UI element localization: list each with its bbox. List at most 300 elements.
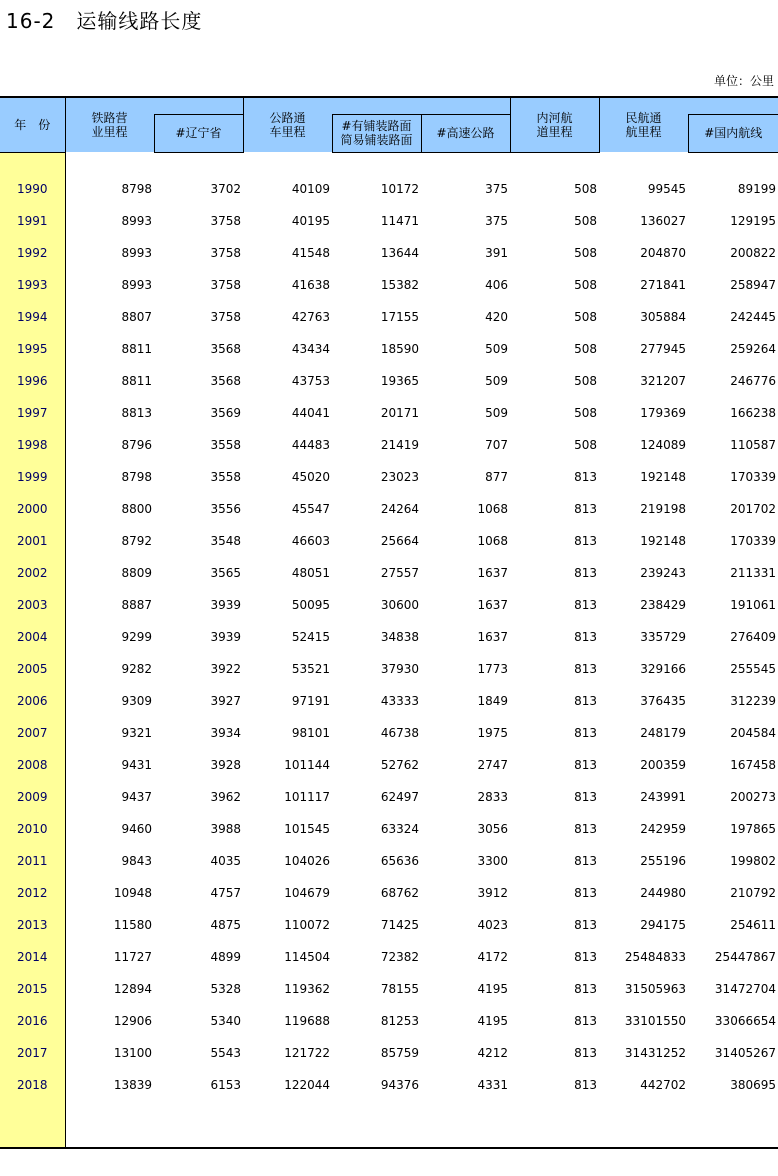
value-cell: 5543 [210, 1045, 241, 1060]
value-cell: 81253 [380, 1013, 419, 1028]
table-row [0, 1005, 778, 1037]
header-year: 年 份 [0, 97, 65, 152]
value-cell: 3758 [210, 213, 241, 228]
value-cell: 375 [485, 181, 508, 196]
table-row [0, 269, 778, 301]
value-cell: 50095 [291, 597, 330, 612]
value-cell: 24264 [380, 501, 419, 516]
header-air: 民航通 航里程 [599, 97, 688, 152]
value-cell: 277945 [640, 341, 686, 356]
value-cell: 3758 [210, 277, 241, 292]
value-cell: 375 [485, 213, 508, 228]
value-cell: 68762 [380, 885, 419, 900]
value-cell: 8887 [121, 597, 152, 612]
year-cell: 1997 [0, 397, 65, 429]
value-cell: 10948 [113, 885, 152, 900]
value-cell: 1849 [477, 693, 508, 708]
value-cell: 508 [574, 309, 597, 324]
value-cell: 243991 [640, 789, 686, 804]
value-cell: 1068 [477, 533, 508, 548]
value-cell: 3548 [210, 533, 241, 548]
value-cell: 509 [485, 405, 508, 420]
year-cell: 2016 [0, 1005, 65, 1037]
table-row [0, 621, 778, 653]
table-row [0, 525, 778, 557]
value-cell: 25447867 [714, 949, 776, 964]
value-cell: 3988 [210, 821, 241, 836]
table-spacer-top [0, 152, 778, 173]
header-road-paved: #有铺装路面 简易铺装路面 [332, 114, 421, 152]
value-cell: 276409 [730, 629, 776, 644]
table-row [0, 1037, 778, 1069]
value-cell: 4875 [210, 917, 241, 932]
year-cell: 2011 [0, 845, 65, 877]
year-cell: 2017 [0, 1037, 65, 1069]
value-cell: 508 [574, 437, 597, 452]
table-row [0, 685, 778, 717]
value-cell: 200273 [730, 789, 776, 804]
value-cell: 71425 [380, 917, 419, 932]
value-cell: 31472704 [714, 981, 776, 996]
value-cell: 242959 [640, 821, 686, 836]
value-cell: 200822 [730, 245, 776, 260]
value-cell: 442702 [640, 1077, 686, 1092]
value-cell: 9437 [121, 789, 152, 804]
value-cell: 321207 [640, 373, 686, 388]
value-cell: 3927 [210, 693, 241, 708]
value-cell: 8798 [121, 469, 152, 484]
value-cell: 8796 [121, 437, 152, 452]
value-cell: 242445 [730, 309, 776, 324]
year-cell: 1990 [0, 173, 65, 205]
value-cell: 191061 [730, 597, 776, 612]
value-cell: 200359 [640, 757, 686, 772]
value-cell: 170339 [730, 533, 776, 548]
header-air-spacer [688, 97, 778, 114]
value-cell: 42763 [291, 309, 330, 324]
value-cell: 48051 [291, 565, 330, 580]
value-cell: 9460 [121, 821, 152, 836]
value-cell: 1637 [477, 565, 508, 580]
value-cell: 508 [574, 213, 597, 228]
value-cell: 104679 [284, 885, 330, 900]
year-cell: 2015 [0, 973, 65, 1005]
value-cell: 45020 [291, 469, 330, 484]
year-cell: 2005 [0, 653, 65, 685]
value-cell: 3758 [210, 309, 241, 324]
value-cell: 305884 [640, 309, 686, 324]
value-cell: 294175 [640, 917, 686, 932]
value-cell: 3758 [210, 245, 241, 260]
table-row [0, 429, 778, 461]
year-cell-spacer [0, 152, 65, 173]
value-cell: 3558 [210, 437, 241, 452]
value-cell: 12894 [113, 981, 152, 996]
year-cell: 2018 [0, 1069, 65, 1101]
header-road: 公路通 车里程 [243, 97, 332, 152]
table-row [0, 365, 778, 397]
value-cell: 104026 [284, 853, 330, 868]
value-cell: 813 [574, 725, 597, 740]
table-row [0, 1069, 778, 1101]
table-row [0, 301, 778, 333]
value-cell: 813 [574, 1045, 597, 1060]
value-cell: 19365 [380, 373, 419, 388]
year-cell: 2002 [0, 557, 65, 589]
value-cell: 509 [485, 341, 508, 356]
table-body [0, 152, 778, 1148]
value-cell: 41638 [291, 277, 330, 292]
value-cell: 813 [574, 757, 597, 772]
value-cell: 9309 [121, 693, 152, 708]
value-cell: 136027 [640, 213, 686, 228]
value-cell: 238429 [640, 597, 686, 612]
table-row [0, 749, 778, 781]
value-cell: 12906 [113, 1013, 152, 1028]
value-cell: 110587 [730, 437, 776, 452]
value-cell: 78155 [380, 981, 419, 996]
value-cell: 1637 [477, 597, 508, 612]
value-cell: 23023 [380, 469, 419, 484]
value-cell: 5340 [210, 1013, 241, 1028]
header-road-highway: #高速公路 [421, 114, 510, 152]
value-cell: 239243 [640, 565, 686, 580]
value-cell: 3702 [210, 181, 241, 196]
value-cell: 508 [574, 405, 597, 420]
value-cell: 259264 [730, 341, 776, 356]
year-cell: 1991 [0, 205, 65, 237]
value-cell: 211331 [730, 565, 776, 580]
value-cell: 813 [574, 853, 597, 868]
value-cell: 4035 [210, 853, 241, 868]
value-cell: 11727 [113, 949, 152, 964]
value-cell: 258947 [730, 277, 776, 292]
page-title: 16-2 运输线路长度 [6, 9, 203, 33]
value-cell: 4023 [477, 917, 508, 932]
table-row [0, 461, 778, 493]
value-cell: 9431 [121, 757, 152, 772]
value-cell: 33066654 [714, 1013, 776, 1028]
value-cell: 89199 [737, 181, 776, 196]
value-cell: 41548 [291, 245, 330, 260]
value-cell: 129195 [730, 213, 776, 228]
value-cell: 11471 [380, 213, 419, 228]
value-cell: 508 [574, 277, 597, 292]
value-cell: 813 [574, 629, 597, 644]
value-cell: 101144 [284, 757, 330, 772]
table-row [0, 589, 778, 621]
table-row [0, 397, 778, 429]
value-cell: 192148 [640, 533, 686, 548]
value-cell: 110072 [284, 917, 330, 932]
value-cell: 8811 [121, 373, 152, 388]
value-cell: 9282 [121, 661, 152, 676]
value-cell: 63324 [380, 821, 419, 836]
header-air-domestic: #国内航线 [688, 114, 778, 152]
table-row [0, 781, 778, 813]
value-cell: 43434 [291, 341, 330, 356]
value-cell: 101545 [284, 821, 330, 836]
value-cell: 813 [574, 949, 597, 964]
value-cell: 312239 [730, 693, 776, 708]
table-row [0, 333, 778, 365]
value-cell: 33101550 [624, 1013, 686, 1028]
value-cell: 52415 [291, 629, 330, 644]
value-cell: 43333 [380, 693, 419, 708]
value-cell: 31505963 [624, 981, 686, 996]
value-cell: 391 [485, 245, 508, 260]
value-cell: 9843 [121, 853, 152, 868]
value-cell: 9299 [121, 629, 152, 644]
value-cell: 192148 [640, 469, 686, 484]
value-cell: 376435 [640, 693, 686, 708]
value-cell: 3912 [477, 885, 508, 900]
table-row [0, 813, 778, 845]
table-row [0, 653, 778, 685]
value-cell: 3565 [210, 565, 241, 580]
value-cell: 509 [485, 373, 508, 388]
value-cell: 254611 [730, 917, 776, 932]
value-cell: 329166 [640, 661, 686, 676]
value-cell: 8813 [121, 405, 152, 420]
value-cell: 4195 [477, 1013, 508, 1028]
value-cell: 1975 [477, 725, 508, 740]
value-cell: 3300 [477, 853, 508, 868]
value-cell: 8792 [121, 533, 152, 548]
value-cell: 813 [574, 693, 597, 708]
value-cell: 813 [574, 469, 597, 484]
year-cell: 1998 [0, 429, 65, 461]
year-cell: 2007 [0, 717, 65, 749]
value-cell: 9321 [121, 725, 152, 740]
unit-label: 单位：公里 [713, 74, 774, 88]
value-cell: 335729 [640, 629, 686, 644]
year-cell: 1995 [0, 333, 65, 365]
value-cell: 40109 [291, 181, 330, 196]
value-cell: 1773 [477, 661, 508, 676]
value-cell: 2833 [477, 789, 508, 804]
value-cell: 170339 [730, 469, 776, 484]
value-cell: 18590 [380, 341, 419, 356]
value-cell: 94376 [380, 1077, 419, 1092]
year-cell: 2006 [0, 685, 65, 717]
value-cell: 124089 [640, 437, 686, 452]
value-cell: 179369 [640, 405, 686, 420]
value-cell: 31405267 [714, 1045, 776, 1060]
value-cell: 65636 [380, 853, 419, 868]
value-cell: 813 [574, 917, 597, 932]
value-cell: 813 [574, 981, 597, 996]
value-cell: 420 [485, 309, 508, 324]
value-cell: 813 [574, 501, 597, 516]
year-cell: 2001 [0, 525, 65, 557]
value-cell: 52762 [380, 757, 419, 772]
value-cell: 8809 [121, 565, 152, 580]
header-river: 内河航 道里程 [510, 97, 599, 152]
year-cell: 2012 [0, 877, 65, 909]
table-row [0, 557, 778, 589]
value-cell: 2747 [477, 757, 508, 772]
value-cell: 4757 [210, 885, 241, 900]
value-cell: 406 [485, 277, 508, 292]
value-cell: 210792 [730, 885, 776, 900]
value-cell: 508 [574, 245, 597, 260]
value-cell: 3568 [210, 373, 241, 388]
value-cell: 508 [574, 181, 597, 196]
transport-length-table [0, 96, 778, 1149]
value-cell: 3934 [210, 725, 241, 740]
value-cell: 34838 [380, 629, 419, 644]
value-cell: 11580 [113, 917, 152, 932]
table-row [0, 973, 778, 1005]
value-cell: 8811 [121, 341, 152, 356]
table-row [0, 909, 778, 941]
table-row [0, 205, 778, 237]
value-cell: 62497 [380, 789, 419, 804]
value-cell: 119362 [284, 981, 330, 996]
year-cell: 2004 [0, 621, 65, 653]
value-cell: 813 [574, 597, 597, 612]
value-cell: 204870 [640, 245, 686, 260]
header-road-spacer-2 [421, 97, 510, 114]
value-cell: 246776 [730, 373, 776, 388]
value-cell: 30600 [380, 597, 419, 612]
year-cell: 1996 [0, 365, 65, 397]
value-cell: 99545 [647, 181, 686, 196]
value-cell: 508 [574, 341, 597, 356]
value-cell: 3558 [210, 469, 241, 484]
table-row [0, 173, 778, 205]
value-cell: 119688 [284, 1013, 330, 1028]
year-cell: 1992 [0, 237, 65, 269]
value-cell: 813 [574, 661, 597, 676]
value-cell: 3962 [210, 789, 241, 804]
value-cell: 380695 [730, 1077, 776, 1092]
header-road-spacer-1 [332, 97, 421, 114]
table-row [0, 941, 778, 973]
value-cell: 4899 [210, 949, 241, 964]
header-rail: 铁路营 业里程 [65, 97, 154, 152]
value-cell: 166238 [730, 405, 776, 420]
value-cell: 5328 [210, 981, 241, 996]
value-cell: 1068 [477, 501, 508, 516]
value-cell: 27557 [380, 565, 419, 580]
value-cell: 813 [574, 789, 597, 804]
value-cell: 197865 [730, 821, 776, 836]
value-cell: 40195 [291, 213, 330, 228]
value-cell: 3939 [210, 629, 241, 644]
table-row [0, 877, 778, 909]
year-cell: 2000 [0, 493, 65, 525]
year-cell: 2003 [0, 589, 65, 621]
value-cell: 167458 [730, 757, 776, 772]
value-cell: 707 [485, 437, 508, 452]
value-cell: 204584 [730, 725, 776, 740]
value-cell: 8800 [121, 501, 152, 516]
value-cell: 3928 [210, 757, 241, 772]
value-cell: 255196 [640, 853, 686, 868]
value-cell: 25664 [380, 533, 419, 548]
table-row [0, 717, 778, 749]
value-cell: 25484833 [624, 949, 686, 964]
value-cell: 813 [574, 1013, 597, 1028]
value-cell: 44041 [291, 405, 330, 420]
value-cell: 4195 [477, 981, 508, 996]
value-cell: 3556 [210, 501, 241, 516]
year-cell: 2014 [0, 941, 65, 973]
value-cell: 248179 [640, 725, 686, 740]
value-cell: 10172 [380, 181, 419, 196]
value-cell: 8798 [121, 181, 152, 196]
value-cell: 508 [574, 373, 597, 388]
value-cell: 4172 [477, 949, 508, 964]
value-cell: 8993 [121, 213, 152, 228]
value-cell: 101117 [284, 789, 330, 804]
value-cell: 813 [574, 565, 597, 580]
value-cell: 85759 [380, 1045, 419, 1060]
value-cell: 17155 [380, 309, 419, 324]
value-cell: 114504 [284, 949, 330, 964]
year-cell: 1993 [0, 269, 65, 301]
value-cell: 219198 [640, 501, 686, 516]
value-cell: 244980 [640, 885, 686, 900]
value-cell: 6153 [210, 1077, 241, 1092]
value-cell: 201702 [730, 501, 776, 516]
value-cell: 97191 [291, 693, 330, 708]
value-cell: 8807 [121, 309, 152, 324]
value-cell: 813 [574, 1077, 597, 1092]
value-cell: 877 [485, 469, 508, 484]
year-cell: 2013 [0, 909, 65, 941]
value-cell: 121722 [284, 1045, 330, 1060]
value-cell: 1637 [477, 629, 508, 644]
table-spacer-bottom [0, 1101, 778, 1148]
value-cell: 13644 [380, 245, 419, 260]
value-cell: 43753 [291, 373, 330, 388]
value-cell: 44483 [291, 437, 330, 452]
value-cell: 31431252 [624, 1045, 686, 1060]
value-cell: 3922 [210, 661, 241, 676]
value-cell: 813 [574, 885, 597, 900]
value-cell: 4331 [477, 1077, 508, 1092]
year-cell: 2009 [0, 781, 65, 813]
value-cell: 271841 [640, 277, 686, 292]
table-row [0, 237, 778, 269]
value-cell: 13839 [113, 1077, 152, 1092]
value-cell: 3056 [477, 821, 508, 836]
header-rail-spacer [154, 97, 243, 114]
value-cell: 13100 [113, 1045, 152, 1060]
value-cell: 3569 [210, 405, 241, 420]
value-cell: 122044 [284, 1077, 330, 1092]
table-row [0, 493, 778, 525]
value-cell: 46603 [291, 533, 330, 548]
header-rail-liaoning: #辽宁省 [154, 114, 243, 152]
value-cell: 21419 [380, 437, 419, 452]
year-cell: 1999 [0, 461, 65, 493]
value-cell: 3939 [210, 597, 241, 612]
value-cell: 15382 [380, 277, 419, 292]
value-cell: 45547 [291, 501, 330, 516]
year-cell: 2010 [0, 813, 65, 845]
value-cell: 46738 [380, 725, 419, 740]
value-cell: 8993 [121, 277, 152, 292]
value-cell: 4212 [477, 1045, 508, 1060]
value-cell: 98101 [291, 725, 330, 740]
value-cell: 53521 [291, 661, 330, 676]
value-cell: 3568 [210, 341, 241, 356]
value-cell: 72382 [380, 949, 419, 964]
